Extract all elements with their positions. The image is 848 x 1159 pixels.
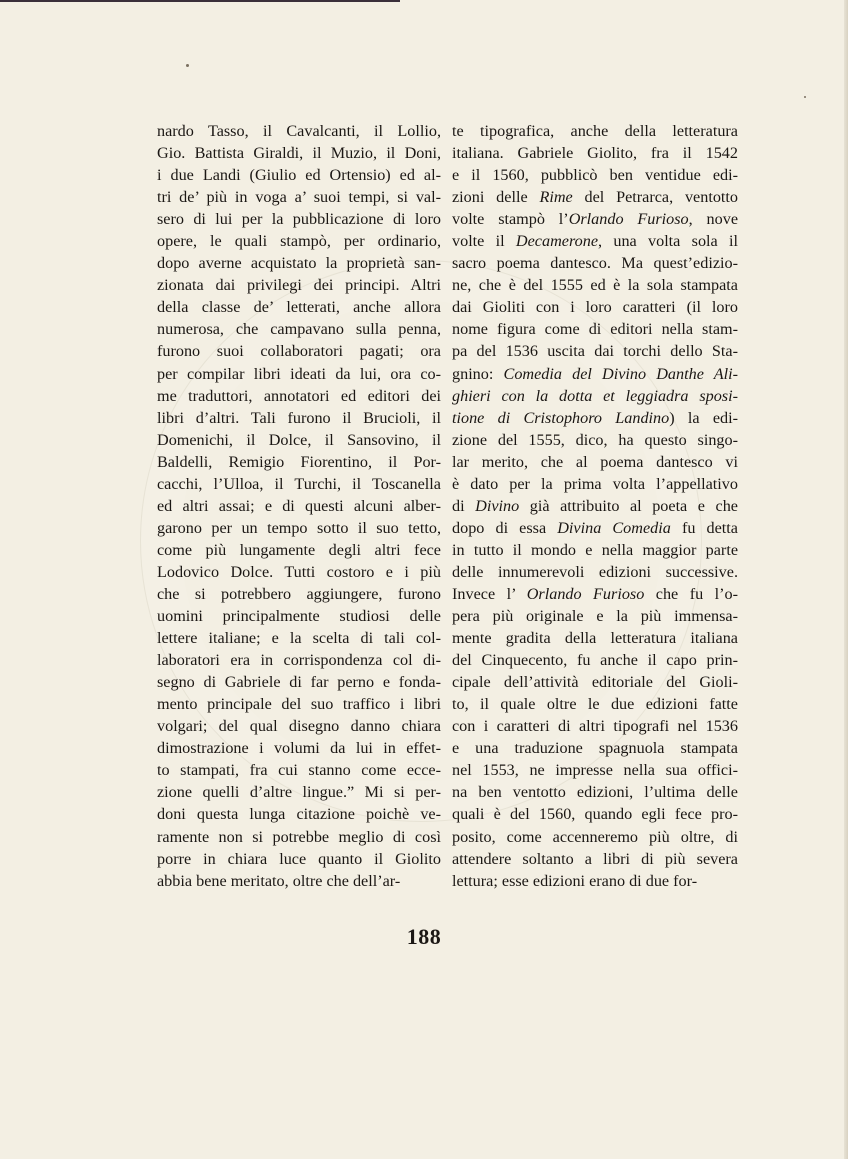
page-number: 188 [406,924,442,949]
text-line: e una traduzione spagnuola stampata [452,739,738,758]
text-line: i due Landi (Giulio ed Ortensio) ed al- [157,166,441,185]
text-line: cacchi, l’Ulloa, il Turchi, il Toscanella [157,474,441,493]
page-right-edge [844,0,848,1159]
text-line: volgari; del qual disegno danno chiara [157,717,441,736]
text-line: garono per un tempo sotto il suo tetto, [157,518,441,537]
text-line: che si potrebbero aggiungere, furono [157,584,441,603]
text-line: furono suoi collaboratori pagati; ora [157,342,441,361]
text-line: uomini principalmente studiosi delle [157,607,441,626]
text-line: pa del 1536 uscita dai torchi dello Sta- [452,342,738,361]
text-line: na ben ventotto edizioni, l’ultima delle [452,783,738,802]
right-text-column [452,120,738,892]
text-line: pera più originale e la più immensa- [452,607,738,626]
text-line: italiana. Gabriele Giolito, fra il 1542 [452,144,738,163]
text-line: segno di Gabriele di far perno e fonda- [157,673,441,692]
text-line: zionata dai privilegi dei principi. Altri [157,276,441,295]
paper-speck [804,96,806,98]
text-line: attendere soltanto a libri di più severa [452,849,738,868]
text-line: come più lungamente degli altri fece [157,540,441,559]
text-line: numerosa, che campavano sulla penna, [157,320,441,339]
text-line: ed altri assai; e di questi alcuni alber- [157,496,441,515]
text-line: dai Gioliti con i loro caratteri (il loro [452,298,738,317]
paper-speck [186,64,189,67]
text-line: di Divino già attribuito al poeta e che [452,496,738,515]
text-line: sacro poema dantesco. Ma quest’edizio- [452,254,738,273]
text-line: opere, le quali stampò, per ordinario, [157,232,441,251]
text-line: Lodovico Dolce. Tutti costoro e i più [157,562,441,581]
text-line: zione del 1555, dico, ha questo singo- [452,430,738,449]
text-line: è dato per la prima volta l’appellativo [452,474,738,493]
text-line: libri d’altri. Tali furono il Brucioli, il [157,408,441,427]
text-line: zioni delle Rime del Petrarca, ventotto [452,188,738,207]
text-line: Invece l’ Orlando Furioso che fu l’o- [452,584,738,603]
text-line: delle innumerevoli edizioni successive. [452,562,738,581]
text-line: con i caratteri di altri tipografi nel 1536 [452,717,738,736]
text-line: lar merito, che al poema dantesco vi [452,452,738,471]
left-text-column [157,120,441,892]
text-line: volte il Decamerone, una volta sola il [452,232,738,251]
text-line: Domenichi, il Dolce, il Sansovino, il [157,430,441,449]
text-line: te tipografica, anche della letteratura [452,122,738,140]
text-line: Gio. Battista Giraldi, il Muzio, il Doni, [157,144,441,163]
text-line: sero di lui per la pubblicazione di loro [157,210,441,229]
text-line: zione quelli d’altre lingue.” Mi si per- [157,783,441,802]
text-line: gnino: Comedia del Divino Danthe Ali- [452,364,738,383]
text-line: ne, che è del 1555 ed è la sola stampata [452,276,738,295]
text-line: dopo averne acquistato la proprietà san- [157,254,441,273]
text-line: nel 1553, ne impresse nella sua offici- [452,761,738,780]
text-line: posito, come accenneremo più oltre, di [452,827,738,846]
page-top-edge [0,0,400,2]
text-line: dimostrazione i volumi da lui in effet- [157,739,441,758]
text-line: in tutto il mondo e nella maggior parte [452,540,738,559]
text-line: Baldelli, Remigio Fiorentino, il Por- [157,452,441,471]
text-line: doni questa lunga citazione poichè ve- [157,805,441,824]
text-line: nardo Tasso, il Cavalcanti, il Lollio, [157,122,441,140]
text-line: volte stampò l’Orlando Furioso, nove [452,210,739,229]
text-line: mente gradita della letteratura italiana [452,629,738,648]
text-line: me traduttori, annotatori ed editori dei [157,386,441,405]
text-line: ghieri con la dotta et leggiadra sposi- [452,386,738,405]
text-line: nome figura come di editori nella stam- [452,320,738,339]
text-line: quali è del 1560, quando egli fece pro- [452,805,738,824]
text-line: to, il quale oltre le due edizioni fatte [452,695,738,714]
text-line: ramente non si potrebbe meglio di così [157,827,441,846]
text-line: dopo di essa Divina Comedia fu detta [452,518,738,537]
text-line: abbia bene meritato, oltre che dell’ar- [157,871,401,890]
text-line: tione di Cristophoro Landino) la edi- [452,408,738,427]
text-line: per compilar libri ideati da lui, ora co- [157,364,441,383]
text-line: lettura; esse edizioni erano di due for- [452,871,698,890]
text-line: del Cinquecento, fu anche il capo prin- [452,651,738,670]
text-line: laboratori era in corrispondenza col di- [157,651,441,670]
text-line: lettere italiane; e la scelta di tali col- [157,629,441,648]
text-line: tri de’ più in voga a’ suoi tempi, si val- [157,188,441,207]
text-line: e il 1560, pubblicò ben ventidue edi- [452,166,738,185]
text-line: porre in chiara luce quanto il Giolito [157,849,441,868]
text-line: mento principale del suo traffico i libri [157,695,441,714]
text-line: to stampati, fra cui stanno come ecce- [157,761,441,780]
text-line: della classe de’ letterati, anche allora [157,298,441,317]
text-line: cipale dell’attività editoriale del Gioli- [452,673,738,692]
